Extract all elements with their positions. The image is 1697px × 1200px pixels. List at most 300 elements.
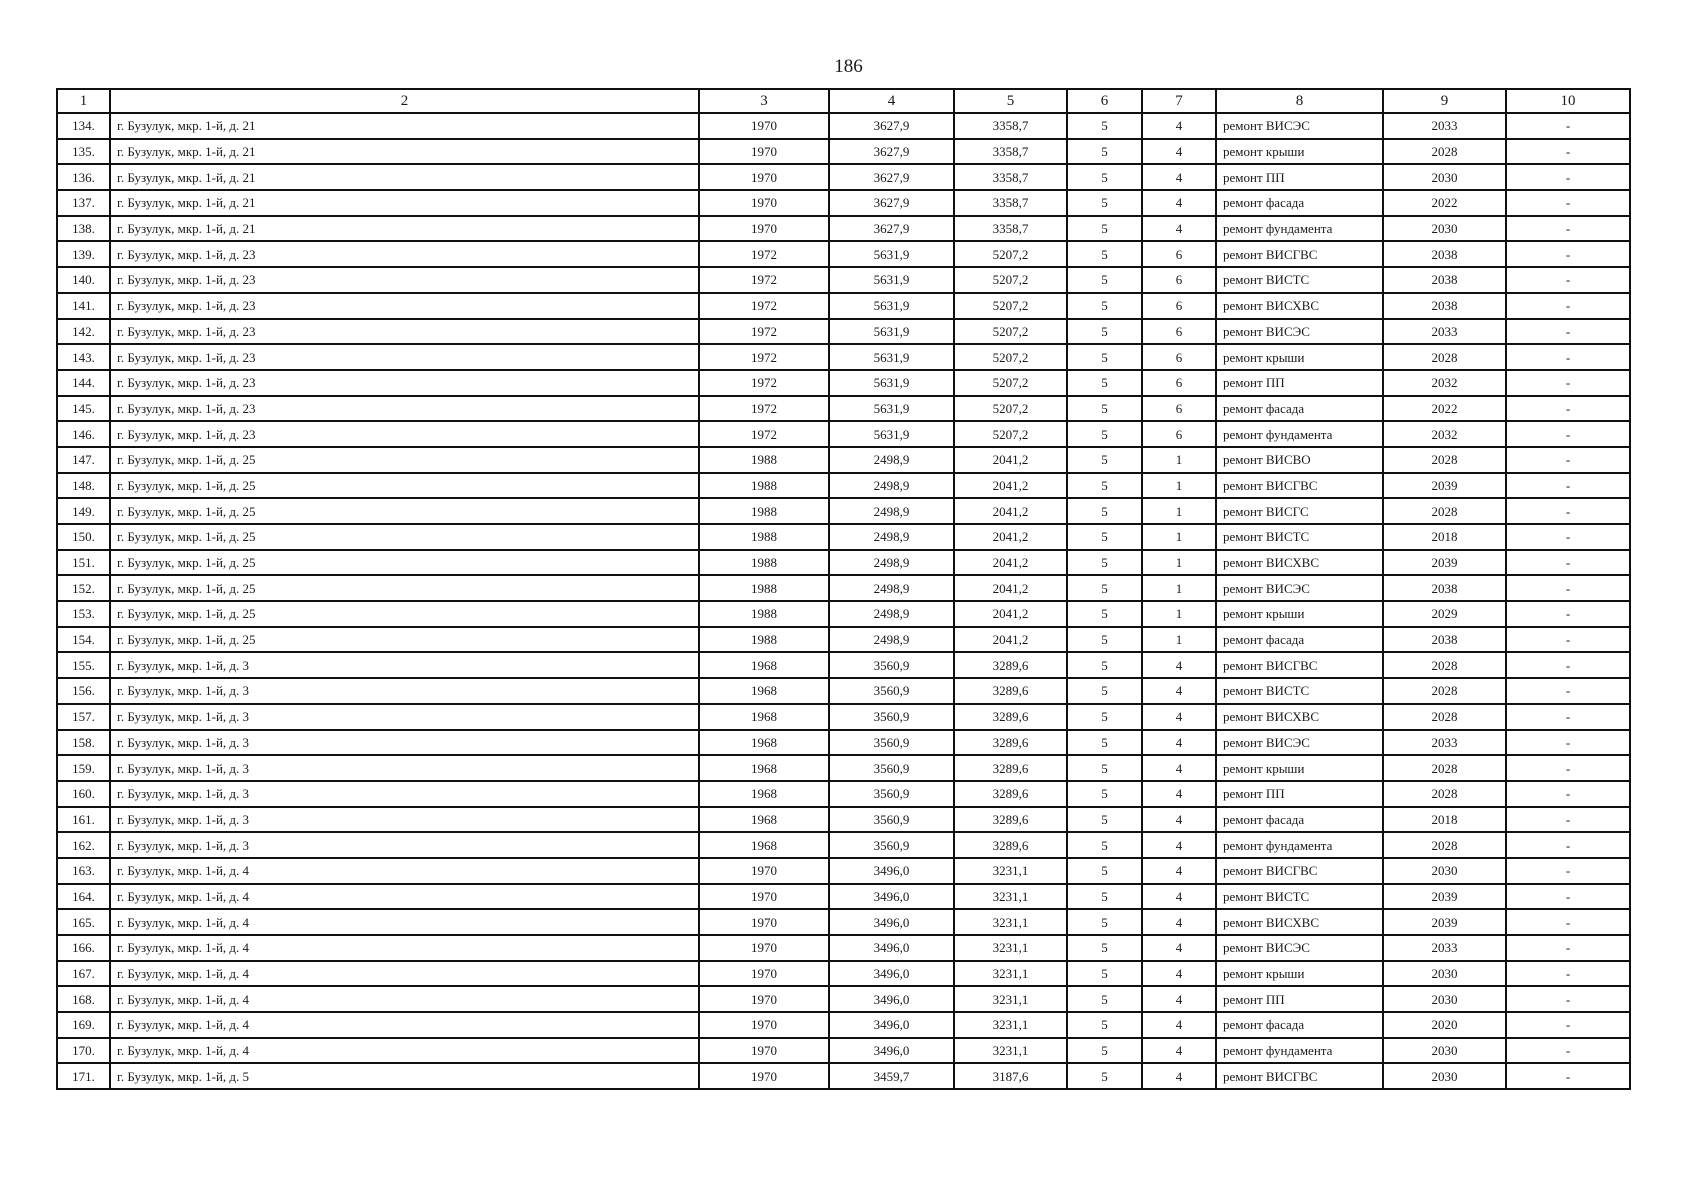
table-row bbox=[57, 1063, 1630, 1089]
work-type-cell: ремонт фасада bbox=[1216, 807, 1383, 833]
row-number-cell: 142. bbox=[57, 319, 110, 345]
work-type-cell: ремонт ВИСГВС bbox=[1216, 1063, 1383, 1089]
table-row bbox=[57, 139, 1630, 165]
work-type-cell: ремонт ВИСХВС bbox=[1216, 550, 1383, 576]
year-cell: 2030 bbox=[1383, 164, 1506, 190]
year-cell: 1988 bbox=[699, 550, 829, 576]
column-header: 2 bbox=[110, 89, 699, 113]
year-cell: 1968 bbox=[699, 807, 829, 833]
dash-cell: - bbox=[1506, 807, 1630, 833]
dash-cell: - bbox=[1506, 935, 1630, 961]
count-cell: 5 bbox=[1067, 986, 1142, 1012]
column-header: 8 bbox=[1216, 89, 1383, 113]
year-cell: 1970 bbox=[699, 961, 829, 987]
row-number-cell: 137. bbox=[57, 190, 110, 216]
area-cell: 3496,0 bbox=[829, 961, 954, 987]
area-cell: 2498,9 bbox=[829, 627, 954, 653]
count-cell: 5 bbox=[1067, 1012, 1142, 1038]
count-cell: 4 bbox=[1142, 832, 1216, 858]
work-type-cell: ремонт ВИСЭС bbox=[1216, 935, 1383, 961]
row-number-cell: 154. bbox=[57, 627, 110, 653]
address-cell: г. Бузулук, мкр. 1-й, д. 3 bbox=[110, 652, 699, 678]
dash-cell: - bbox=[1506, 139, 1630, 165]
year-cell: 1972 bbox=[699, 293, 829, 319]
area-cell: 5207,2 bbox=[954, 319, 1067, 345]
row-number-cell: 152. bbox=[57, 575, 110, 601]
row-number-cell: 151. bbox=[57, 550, 110, 576]
count-cell: 5 bbox=[1067, 293, 1142, 319]
row-number-cell: 143. bbox=[57, 344, 110, 370]
area-cell: 5631,9 bbox=[829, 370, 954, 396]
year-cell: 1968 bbox=[699, 781, 829, 807]
year-cell: 1970 bbox=[699, 935, 829, 961]
address-cell: г. Бузулук, мкр. 1-й, д. 21 bbox=[110, 139, 699, 165]
address-cell: г. Бузулук, мкр. 1-й, д. 4 bbox=[110, 935, 699, 961]
year-cell: 1972 bbox=[699, 370, 829, 396]
table-row bbox=[57, 190, 1630, 216]
work-type-cell: ремонт фундамента bbox=[1216, 832, 1383, 858]
table-body bbox=[57, 113, 1630, 1089]
table-row bbox=[57, 807, 1630, 833]
row-number-cell: 155. bbox=[57, 652, 110, 678]
area-cell: 3289,6 bbox=[954, 678, 1067, 704]
year-cell: 2028 bbox=[1383, 139, 1506, 165]
area-cell: 3231,1 bbox=[954, 961, 1067, 987]
address-cell: г. Бузулук, мкр. 1-й, д. 25 bbox=[110, 447, 699, 473]
year-cell: 2028 bbox=[1383, 447, 1506, 473]
page-number: 186 bbox=[834, 56, 863, 77]
year-cell: 2039 bbox=[1383, 473, 1506, 499]
column-header: 5 bbox=[954, 89, 1067, 113]
area-cell: 3289,6 bbox=[954, 755, 1067, 781]
area-cell: 3231,1 bbox=[954, 909, 1067, 935]
count-cell: 5 bbox=[1067, 832, 1142, 858]
area-cell: 5207,2 bbox=[954, 241, 1067, 267]
year-cell: 1970 bbox=[699, 986, 829, 1012]
year-cell: 1988 bbox=[699, 498, 829, 524]
row-number-cell: 159. bbox=[57, 755, 110, 781]
address-cell: г. Бузулук, мкр. 1-й, д. 5 bbox=[110, 1063, 699, 1089]
area-cell: 3560,9 bbox=[829, 755, 954, 781]
row-number-cell: 139. bbox=[57, 241, 110, 267]
address-cell: г. Бузулук, мкр. 1-й, д. 3 bbox=[110, 704, 699, 730]
address-cell: г. Бузулук, мкр. 1-й, д. 23 bbox=[110, 319, 699, 345]
address-cell: г. Бузулук, мкр. 1-й, д. 23 bbox=[110, 421, 699, 447]
count-cell: 5 bbox=[1067, 575, 1142, 601]
address-cell: г. Бузулук, мкр. 1-й, д. 23 bbox=[110, 344, 699, 370]
row-number-cell: 140. bbox=[57, 267, 110, 293]
dash-cell: - bbox=[1506, 524, 1630, 550]
dash-cell: - bbox=[1506, 421, 1630, 447]
work-type-cell: ремонт ВИСХВС bbox=[1216, 909, 1383, 935]
dash-cell: - bbox=[1506, 884, 1630, 910]
address-cell: г. Бузулук, мкр. 1-й, д. 3 bbox=[110, 755, 699, 781]
row-number-cell: 150. bbox=[57, 524, 110, 550]
count-cell: 4 bbox=[1142, 781, 1216, 807]
row-number-cell: 160. bbox=[57, 781, 110, 807]
area-cell: 2041,2 bbox=[954, 447, 1067, 473]
year-cell: 2028 bbox=[1383, 498, 1506, 524]
row-number-cell: 169. bbox=[57, 1012, 110, 1038]
year-cell: 1970 bbox=[699, 1012, 829, 1038]
year-cell: 2038 bbox=[1383, 627, 1506, 653]
work-type-cell: ремонт ПП bbox=[1216, 986, 1383, 1012]
count-cell: 6 bbox=[1142, 267, 1216, 293]
row-number-cell: 168. bbox=[57, 986, 110, 1012]
area-cell: 3459,7 bbox=[829, 1063, 954, 1089]
table-row bbox=[57, 627, 1630, 653]
row-number-cell: 166. bbox=[57, 935, 110, 961]
year-cell: 2018 bbox=[1383, 524, 1506, 550]
count-cell: 1 bbox=[1142, 627, 1216, 653]
header-row bbox=[57, 89, 1630, 113]
table-row bbox=[57, 267, 1630, 293]
table-row bbox=[57, 241, 1630, 267]
count-cell: 5 bbox=[1067, 909, 1142, 935]
column-header: 3 bbox=[699, 89, 829, 113]
area-cell: 3289,6 bbox=[954, 832, 1067, 858]
count-cell: 1 bbox=[1142, 447, 1216, 473]
row-number-cell: 141. bbox=[57, 293, 110, 319]
count-cell: 6 bbox=[1142, 319, 1216, 345]
address-cell: г. Бузулук, мкр. 1-й, д. 4 bbox=[110, 986, 699, 1012]
area-cell: 3289,6 bbox=[954, 807, 1067, 833]
area-cell: 2041,2 bbox=[954, 601, 1067, 627]
year-cell: 1968 bbox=[699, 730, 829, 756]
table-row bbox=[57, 935, 1630, 961]
year-cell: 2018 bbox=[1383, 807, 1506, 833]
address-cell: г. Бузулук, мкр. 1-й, д. 3 bbox=[110, 832, 699, 858]
year-cell: 2028 bbox=[1383, 678, 1506, 704]
area-cell: 3231,1 bbox=[954, 858, 1067, 884]
row-number-cell: 171. bbox=[57, 1063, 110, 1089]
count-cell: 4 bbox=[1142, 986, 1216, 1012]
year-cell: 1968 bbox=[699, 704, 829, 730]
work-type-cell: ремонт ВИСТС bbox=[1216, 524, 1383, 550]
table-row bbox=[57, 216, 1630, 242]
address-cell: г. Бузулук, мкр. 1-й, д. 25 bbox=[110, 575, 699, 601]
dash-cell: - bbox=[1506, 832, 1630, 858]
year-cell: 1970 bbox=[699, 884, 829, 910]
table-row bbox=[57, 704, 1630, 730]
year-cell: 2038 bbox=[1383, 267, 1506, 293]
dash-cell: - bbox=[1506, 704, 1630, 730]
dash-cell: - bbox=[1506, 678, 1630, 704]
count-cell: 5 bbox=[1067, 473, 1142, 499]
work-type-cell: ремонт ВИСЭС bbox=[1216, 319, 1383, 345]
dash-cell: - bbox=[1506, 164, 1630, 190]
work-type-cell: ремонт крыши bbox=[1216, 755, 1383, 781]
table-row bbox=[57, 755, 1630, 781]
year-cell: 1988 bbox=[699, 524, 829, 550]
area-cell: 3231,1 bbox=[954, 986, 1067, 1012]
count-cell: 1 bbox=[1142, 524, 1216, 550]
year-cell: 1968 bbox=[699, 832, 829, 858]
table-row bbox=[57, 575, 1630, 601]
address-cell: г. Бузулук, мкр. 1-й, д. 4 bbox=[110, 858, 699, 884]
year-cell: 1970 bbox=[699, 113, 829, 139]
area-cell: 3496,0 bbox=[829, 935, 954, 961]
count-cell: 5 bbox=[1067, 1063, 1142, 1089]
column-header: 7 bbox=[1142, 89, 1216, 113]
table-row bbox=[57, 550, 1630, 576]
table-header bbox=[57, 89, 1630, 113]
year-cell: 1972 bbox=[699, 319, 829, 345]
area-cell: 2041,2 bbox=[954, 627, 1067, 653]
area-cell: 3560,9 bbox=[829, 832, 954, 858]
year-cell: 2030 bbox=[1383, 1038, 1506, 1064]
table-row bbox=[57, 858, 1630, 884]
area-cell: 2498,9 bbox=[829, 524, 954, 550]
dash-cell: - bbox=[1506, 1038, 1630, 1064]
year-cell: 1970 bbox=[699, 1038, 829, 1064]
count-cell: 5 bbox=[1067, 781, 1142, 807]
count-cell: 1 bbox=[1142, 498, 1216, 524]
count-cell: 4 bbox=[1142, 909, 1216, 935]
count-cell: 5 bbox=[1067, 267, 1142, 293]
area-cell: 3289,6 bbox=[954, 704, 1067, 730]
table-row bbox=[57, 370, 1630, 396]
year-cell: 1970 bbox=[699, 858, 829, 884]
row-number-cell: 170. bbox=[57, 1038, 110, 1064]
year-cell: 1988 bbox=[699, 447, 829, 473]
row-number-cell: 163. bbox=[57, 858, 110, 884]
row-number-cell: 167. bbox=[57, 961, 110, 987]
count-cell: 6 bbox=[1142, 241, 1216, 267]
address-cell: г. Бузулук, мкр. 1-й, д. 25 bbox=[110, 627, 699, 653]
table-row bbox=[57, 524, 1630, 550]
address-cell: г. Бузулук, мкр. 1-й, д. 21 bbox=[110, 164, 699, 190]
count-cell: 5 bbox=[1067, 961, 1142, 987]
count-cell: 1 bbox=[1142, 473, 1216, 499]
year-cell: 2029 bbox=[1383, 601, 1506, 627]
dash-cell: - bbox=[1506, 858, 1630, 884]
column-header: 6 bbox=[1067, 89, 1142, 113]
area-cell: 3627,9 bbox=[829, 139, 954, 165]
table-row bbox=[57, 909, 1630, 935]
area-cell: 3358,7 bbox=[954, 216, 1067, 242]
year-cell: 2028 bbox=[1383, 704, 1506, 730]
area-cell: 2498,9 bbox=[829, 601, 954, 627]
count-cell: 5 bbox=[1067, 935, 1142, 961]
address-cell: г. Бузулук, мкр. 1-й, д. 4 bbox=[110, 884, 699, 910]
year-cell: 2022 bbox=[1383, 190, 1506, 216]
table-row bbox=[57, 293, 1630, 319]
year-cell: 1968 bbox=[699, 678, 829, 704]
work-type-cell: ремонт фасада bbox=[1216, 627, 1383, 653]
count-cell: 4 bbox=[1142, 1063, 1216, 1089]
count-cell: 5 bbox=[1067, 241, 1142, 267]
year-cell: 2030 bbox=[1383, 986, 1506, 1012]
year-cell: 2022 bbox=[1383, 396, 1506, 422]
work-type-cell: ремонт ВИСТС bbox=[1216, 884, 1383, 910]
work-type-cell: ремонт ВИСГВС bbox=[1216, 652, 1383, 678]
address-cell: г. Бузулук, мкр. 1-й, д. 4 bbox=[110, 1038, 699, 1064]
year-cell: 2028 bbox=[1383, 652, 1506, 678]
area-cell: 3627,9 bbox=[829, 164, 954, 190]
row-number-cell: 146. bbox=[57, 421, 110, 447]
count-cell: 4 bbox=[1142, 730, 1216, 756]
year-cell: 2020 bbox=[1383, 1012, 1506, 1038]
work-type-cell: ремонт ВИСГВС bbox=[1216, 473, 1383, 499]
table-row bbox=[57, 781, 1630, 807]
area-cell: 3560,9 bbox=[829, 807, 954, 833]
dash-cell: - bbox=[1506, 961, 1630, 987]
year-cell: 2033 bbox=[1383, 113, 1506, 139]
dash-cell: - bbox=[1506, 113, 1630, 139]
table-row bbox=[57, 730, 1630, 756]
year-cell: 1970 bbox=[699, 190, 829, 216]
area-cell: 5207,2 bbox=[954, 293, 1067, 319]
column-header: 10 bbox=[1506, 89, 1630, 113]
area-cell: 3231,1 bbox=[954, 935, 1067, 961]
dash-cell: - bbox=[1506, 344, 1630, 370]
dash-cell: - bbox=[1506, 370, 1630, 396]
table-row bbox=[57, 421, 1630, 447]
area-cell: 5631,9 bbox=[829, 241, 954, 267]
year-cell: 2028 bbox=[1383, 832, 1506, 858]
count-cell: 4 bbox=[1142, 164, 1216, 190]
year-cell: 1988 bbox=[699, 473, 829, 499]
area-cell: 5631,9 bbox=[829, 293, 954, 319]
area-cell: 3358,7 bbox=[954, 164, 1067, 190]
row-number-cell: 165. bbox=[57, 909, 110, 935]
count-cell: 5 bbox=[1067, 858, 1142, 884]
year-cell: 1968 bbox=[699, 755, 829, 781]
work-type-cell: ремонт ВИСГВС bbox=[1216, 858, 1383, 884]
area-cell: 3496,0 bbox=[829, 1012, 954, 1038]
count-cell: 5 bbox=[1067, 755, 1142, 781]
year-cell: 2030 bbox=[1383, 1063, 1506, 1089]
area-cell: 3560,9 bbox=[829, 704, 954, 730]
year-cell: 2032 bbox=[1383, 421, 1506, 447]
work-type-cell: ремонт фасада bbox=[1216, 190, 1383, 216]
table-row bbox=[57, 986, 1630, 1012]
year-cell: 1988 bbox=[699, 601, 829, 627]
year-cell: 2033 bbox=[1383, 935, 1506, 961]
year-cell: 1972 bbox=[699, 396, 829, 422]
column-header: 9 bbox=[1383, 89, 1506, 113]
work-type-cell: ремонт ПП bbox=[1216, 781, 1383, 807]
dash-cell: - bbox=[1506, 473, 1630, 499]
area-cell: 2498,9 bbox=[829, 447, 954, 473]
count-cell: 1 bbox=[1142, 601, 1216, 627]
count-cell: 1 bbox=[1142, 575, 1216, 601]
address-cell: г. Бузулук, мкр. 1-й, д. 23 bbox=[110, 267, 699, 293]
area-cell: 5631,9 bbox=[829, 319, 954, 345]
area-cell: 3289,6 bbox=[954, 781, 1067, 807]
count-cell: 4 bbox=[1142, 678, 1216, 704]
area-cell: 5631,9 bbox=[829, 344, 954, 370]
area-cell: 3187,6 bbox=[954, 1063, 1067, 1089]
year-cell: 2032 bbox=[1383, 370, 1506, 396]
dash-cell: - bbox=[1506, 498, 1630, 524]
work-type-cell: ремонт ПП bbox=[1216, 164, 1383, 190]
work-type-cell: ремонт ВИСТС bbox=[1216, 678, 1383, 704]
year-cell: 1988 bbox=[699, 627, 829, 653]
table-row bbox=[57, 113, 1630, 139]
work-type-cell: ремонт ВИСГС bbox=[1216, 498, 1383, 524]
count-cell: 5 bbox=[1067, 807, 1142, 833]
area-cell: 3496,0 bbox=[829, 858, 954, 884]
area-cell: 2498,9 bbox=[829, 550, 954, 576]
count-cell: 5 bbox=[1067, 113, 1142, 139]
count-cell: 4 bbox=[1142, 704, 1216, 730]
row-number-cell: 156. bbox=[57, 678, 110, 704]
count-cell: 5 bbox=[1067, 344, 1142, 370]
area-cell: 3496,0 bbox=[829, 1038, 954, 1064]
address-cell: г. Бузулук, мкр. 1-й, д. 25 bbox=[110, 524, 699, 550]
year-cell: 1970 bbox=[699, 1063, 829, 1089]
year-cell: 2038 bbox=[1383, 241, 1506, 267]
year-cell: 1972 bbox=[699, 267, 829, 293]
year-cell: 2039 bbox=[1383, 909, 1506, 935]
dash-cell: - bbox=[1506, 267, 1630, 293]
work-type-cell: ремонт крыши bbox=[1216, 961, 1383, 987]
address-cell: г. Бузулук, мкр. 1-й, д. 23 bbox=[110, 370, 699, 396]
dash-cell: - bbox=[1506, 216, 1630, 242]
dash-cell: - bbox=[1506, 447, 1630, 473]
count-cell: 5 bbox=[1067, 164, 1142, 190]
row-number-cell: 138. bbox=[57, 216, 110, 242]
area-cell: 3358,7 bbox=[954, 139, 1067, 165]
area-cell: 3560,9 bbox=[829, 730, 954, 756]
table-row bbox=[57, 832, 1630, 858]
area-cell: 2041,2 bbox=[954, 498, 1067, 524]
dash-cell: - bbox=[1506, 190, 1630, 216]
work-type-cell: ремонт крыши bbox=[1216, 601, 1383, 627]
address-cell: г. Бузулук, мкр. 1-й, д. 23 bbox=[110, 241, 699, 267]
year-cell: 2038 bbox=[1383, 575, 1506, 601]
address-cell: г. Бузулук, мкр. 1-й, д. 3 bbox=[110, 781, 699, 807]
count-cell: 5 bbox=[1067, 190, 1142, 216]
table-row bbox=[57, 1038, 1630, 1064]
address-cell: г. Бузулук, мкр. 1-й, д. 3 bbox=[110, 807, 699, 833]
count-cell: 6 bbox=[1142, 396, 1216, 422]
area-cell: 2041,2 bbox=[954, 524, 1067, 550]
address-cell: г. Бузулук, мкр. 1-й, д. 23 bbox=[110, 396, 699, 422]
year-cell: 1970 bbox=[699, 139, 829, 165]
count-cell: 5 bbox=[1067, 704, 1142, 730]
column-header: 4 bbox=[829, 89, 954, 113]
count-cell: 6 bbox=[1142, 344, 1216, 370]
count-cell: 4 bbox=[1142, 961, 1216, 987]
area-cell: 2041,2 bbox=[954, 550, 1067, 576]
row-number-cell: 157. bbox=[57, 704, 110, 730]
table-row bbox=[57, 447, 1630, 473]
row-number-cell: 161. bbox=[57, 807, 110, 833]
address-cell: г. Бузулук, мкр. 1-й, д. 3 bbox=[110, 678, 699, 704]
work-type-cell: ремонт ВИСХВС bbox=[1216, 293, 1383, 319]
year-cell: 1972 bbox=[699, 241, 829, 267]
area-cell: 5207,2 bbox=[954, 344, 1067, 370]
table-row bbox=[57, 344, 1630, 370]
year-cell: 2028 bbox=[1383, 344, 1506, 370]
work-type-cell: ремонт ВИСЭС bbox=[1216, 730, 1383, 756]
year-cell: 2038 bbox=[1383, 293, 1506, 319]
dash-cell: - bbox=[1506, 601, 1630, 627]
count-cell: 5 bbox=[1067, 498, 1142, 524]
work-type-cell: ремонт ВИСХВС bbox=[1216, 704, 1383, 730]
area-cell: 3627,9 bbox=[829, 216, 954, 242]
address-cell: г. Бузулук, мкр. 1-й, д. 25 bbox=[110, 601, 699, 627]
row-number-cell: 162. bbox=[57, 832, 110, 858]
count-cell: 4 bbox=[1142, 884, 1216, 910]
row-number-cell: 148. bbox=[57, 473, 110, 499]
dash-cell: - bbox=[1506, 627, 1630, 653]
area-cell: 3231,1 bbox=[954, 884, 1067, 910]
area-cell: 3358,7 bbox=[954, 190, 1067, 216]
